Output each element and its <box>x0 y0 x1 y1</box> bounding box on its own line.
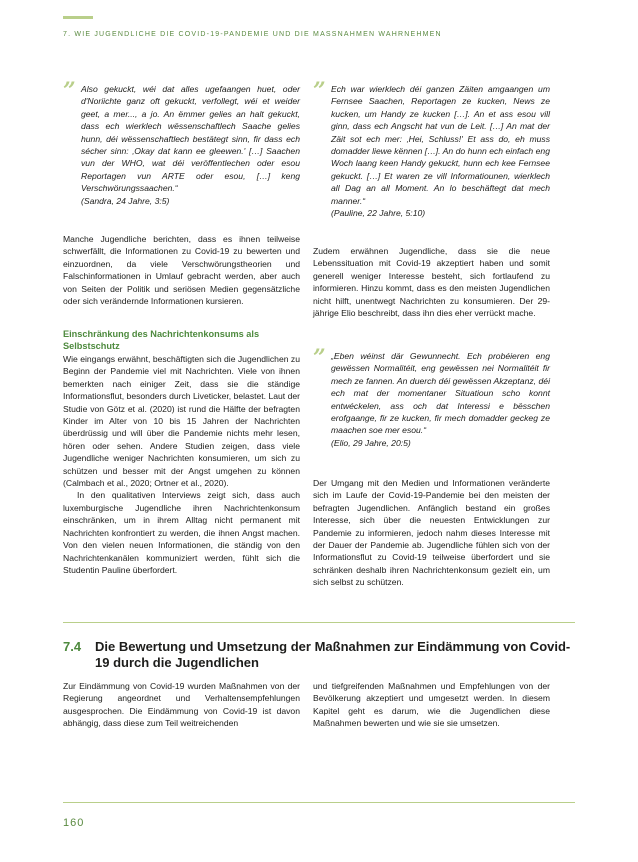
quote-pauline <box>313 78 550 219</box>
quote-mark-icon: ” <box>313 78 326 104</box>
section-title: Die Bewertung und Umsetzung der Maßnahmen zur Eindämmung von Covid-19 durch die Jugendlichen <box>95 639 571 670</box>
left-column-body <box>63 233 300 307</box>
quote-mark-icon: ” <box>313 345 326 371</box>
section-left-column <box>63 680 300 730</box>
section-number: 7.4 <box>63 639 82 654</box>
section-right-column <box>313 680 550 730</box>
subheading: Einschränkung des Nachrichtenkonsums als Selbstschutz <box>63 329 260 351</box>
paragraph: Zur Eindämmung von Covid-19 wurden Maßnahmen von der Regierung angeordnet und Verhaltensempfehlungen ausgesprochen. Die Eindämmung von Covid-19 ist davon abhängig, dass diese zum Teil weitreichenden <box>63 681 300 729</box>
paragraph: Der Umgang mit den Medien und Informationen veränderte sich im Laufe der Covid-19-Pandemie bei den meisten der befragten Jugendlichen. Anfänglich bestand ein großes Interesse, sich über die neuesten Entwicklungen zur Pandemie zu informieren, jedoch nahm dieses Interesse mit der Dauer der Pandemie ab. Jugendliche fühlen sich von der Informationsflut zu Covid-19 teilweise überfordert und sie schränken deshalb ihren Nachrichtenkonsum gezielt ein, um sich selbst zu schützen. <box>313 478 550 588</box>
paragraph: und tiefgreifenden Maßnahmen und Empfehlungen von der Bevölkerung akzeptiert und umgesetzt werden. In diesem Kapitel geht es darum, wie die Jugendlichen diese Maßnahmen bewerten und wie sie sie umsetzen. <box>313 681 550 729</box>
right-column-body-2 <box>313 477 550 589</box>
quote-text: „Eben wéinst där Gewunnecht. Ech probéieren eng gewëssen Normalitéit, eng gewëssen nei Normalitéit fir mech ze fannen. An duerch déi gewëssen Akzeptanz, déi ech mat der momentaner Situatioun scho konnt entwéckelen, ass och dat Interessi e bësschen erofgaange, fir ze kucken, fir mech domadder geckeg ze maachen soe mer esou.“ <box>331 351 550 436</box>
left-column-subsection <box>63 328 300 576</box>
quote-sandra <box>63 78 300 207</box>
quote-source: (Sandra, 24 Jahre, 3:5) <box>81 195 170 206</box>
right-column-quote2 <box>313 345 550 449</box>
section-heading <box>63 639 583 671</box>
quote-mark-icon: ” <box>63 78 76 104</box>
quote-text: Ech war wierklech déi ganzen Zäiten amgaangen um Fernsee Saachen, Reportagen ze kucken, News ze kucken, um Handy ze kucken […]. An et ass esou vill ginn, dass ech Angscht hat vun de Leit. […] An mat der Zäit sot ech mer: ‚Hei, Schluss!' Et ass do, eh muss domadder liewe kënnen […]. An do hunn ech einfach eng Woch laang keen Handy gekuckt, hunn ech kee Fernsee gekuckt. […] Et waren ze vill Informatiounen, wierklech all Dag an all Moment. An lo beschäftegt dat mech manner.“ <box>331 84 550 206</box>
paragraph: Zudem erwähnen Jugendliche, dass sie die neue Lebenssituation mit Covid-19 akzeptiert haben und somit generell weniger Interesse besteht, sich fortlaufend zu informieren. Hinzu kommt, dass es den meisten Jugendlichen nicht hilft, unentwegt Nachrichten zu konsumieren. Der 29-jährige Elio beschreibt, dass ihn dies eher verrückt mache. <box>313 246 550 319</box>
right-column <box>313 78 550 219</box>
quote-elio <box>313 345 550 449</box>
header-accent-bar <box>63 16 93 19</box>
paragraph: Manche Jugendliche berichten, dass es ihnen teilweise schwerfällt, die Informationen zu Covid-19 zu bewerten und einzuordnen, da viele Verschwörungstheorien und Falschinformationen in Umlauf gebracht werden, aber auch von Seiten der Politik und seriösen Medien gegensätzliche oder sich verändernde Informationen kursieren. <box>63 234 300 307</box>
paragraph: In den qualitativen Interviews zeigt sich, dass auch luxemburgische Jugendliche ihren Nachrichtenkonsum einschränken, um in ihrem Alltag nicht permanent mit Nachrichten konfrontiert zu werden, die ihnen Angst machen. Von den vielen neuen Informationen, die ständig von den Nachrichtenkanälen kommuniziert werden, fühlt sich die Studentin Pauline überfordert. <box>63 490 300 575</box>
paragraph: Wie eingangs erwähnt, beschäftigten sich die Jugendlichen zu Beginn der Pandemie viel mit Nachrichten. Viele von ihnen bemerkten nach einiger Zeit, dass sie die ständige Informationsflut, besonders durch Liveticker, belastet. Laut der Studie von Götz et al. (2020) ist rund die Hälfte der befragten Kinder im Alter von 10 bis 15 Jahren der Nachrichten überdrüssig und will über die Pandemie nichts mehr lesen, hören oder sehen. Andere Studien zeigen, dass viele Jugendliche weniger Nachrichten konsumieren, um sich zu schützen und besser mit der Angst umgehen zu können (Calmbach et al., 2020; Ortner et al., 2020). <box>63 354 300 489</box>
left-column <box>63 78 300 207</box>
running-header: 7. WIE JUGENDLICHE DIE COVID-19-PANDEMIE UND DIE MASSNAHMEN WAHRNEHMEN <box>63 31 442 38</box>
quote-text: Also gekuckt, wéi dat alles ugefaangen huet, oder d'Noriichte ganz oft gekuckt, verfollegt, wéi et weider geet, a mer..., a jo. An ëmmer gelies an halt gekuckt, dass ech wierklech wëssenschaftlech Saache gelies hunn, déi wëssenschaftlech bestätegt sinn, fir dass ech sécher sinn: ‚Okay dat kann ee gleewen.' […] Saachen vun der WHO, wat déi veröffentlechen oder esou Reportagen vun ARTE oder esou, […] keng Verschwörungssaachen.“ <box>81 84 300 194</box>
right-column-body <box>313 245 550 319</box>
quote-source: (Elio, 29 Jahre, 20:5) <box>331 437 411 448</box>
quote-source: (Pauline, 22 Jahre, 5:10) <box>331 208 426 219</box>
footer-divider <box>63 802 575 803</box>
section-divider <box>63 622 575 623</box>
page-number: 160 <box>63 817 85 829</box>
